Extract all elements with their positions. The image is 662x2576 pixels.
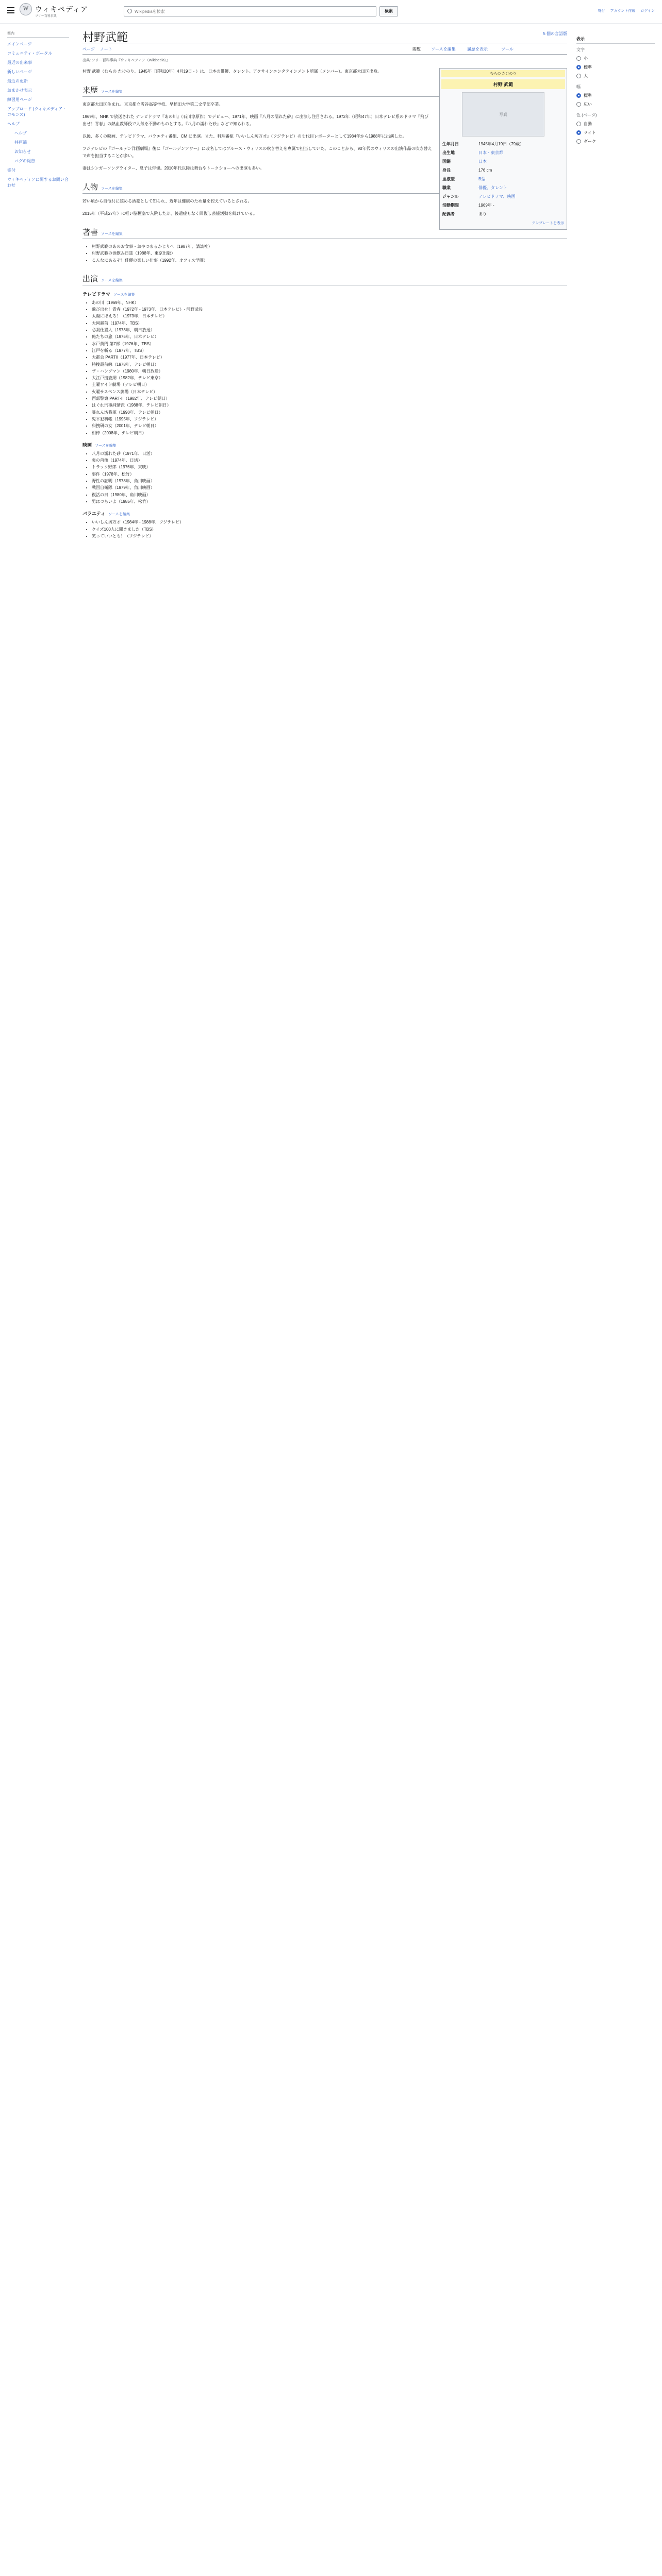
list-item: • 飛び出せ！青春（1972年 - 1973年、日本テレビ）- 河野武役 — [92, 306, 567, 313]
template-link[interactable]: テンプレートを表示 — [532, 222, 564, 225]
edit-link[interactable]: ソースを編集 — [101, 232, 123, 236]
subheading-variety: バラエティ ソースを編集 — [82, 511, 130, 517]
list-item: • 笑っていいとも！（フジテレビ） — [92, 533, 567, 539]
paragraph: 2015年（平成27年）に軽い脳梗塞で入院したが、後遺症もなく回復し芸能活動を続けている。 — [82, 211, 257, 216]
list-item: • 八月の濡れた砂（1971年、日活） — [92, 450, 567, 457]
search-box[interactable] — [124, 6, 376, 16]
radio-selected-icon[interactable] — [576, 93, 581, 98]
radio-icon[interactable] — [576, 122, 581, 126]
section-heading-books: 著書 ソースを編集 — [82, 227, 567, 239]
tab-edit-source[interactable]: ソースを編集 — [431, 47, 456, 52]
edit-link[interactable]: ソースを編集 — [113, 293, 135, 297]
tagline: フリー百科事典 — [35, 15, 57, 18]
left-sidebar — [7, 31, 69, 192]
color-label: 色 (ベータ) — [576, 113, 597, 117]
list-item: • 大江戸捜査網（1982年、テレビ東京） — [92, 375, 567, 381]
text-option-standard[interactable]: 標準 — [576, 64, 655, 70]
infobox-name: 村野 武範 — [441, 79, 565, 89]
infobox — [439, 68, 567, 230]
infobox-row: 配偶者 あり — [442, 212, 487, 216]
variety-list — [92, 519, 567, 539]
page-title: 村野武範 — [82, 26, 567, 43]
list-item: • ザ・ハングマン（1980年、朝日放送） — [92, 368, 567, 375]
donate-link[interactable]: 寄付 — [598, 9, 605, 13]
books-list — [92, 243, 567, 264]
width-option-wide[interactable]: 広い — [576, 101, 655, 107]
tv-list — [92, 299, 567, 436]
section-heading-works: 出演 ソースを編集 — [82, 273, 567, 285]
list-item: • 西部警察 PART-II（1982年、テレビ朝日） — [92, 395, 567, 402]
personal-tools — [594, 8, 655, 13]
list-item: • 大都会 PARTII（1977年、日本テレビ） — [92, 354, 567, 361]
list-item: • 科捜研の女（2001年、テレビ朝日） — [92, 422, 567, 429]
color-option-dark[interactable]: ダーク — [576, 139, 655, 144]
list-item: • こんなにあるぞ！俳優の楽しい仕事（1992年、オフィス学園） — [92, 257, 567, 264]
sidebar-item-recent-changes[interactable]: 最近の更新 — [7, 79, 28, 83]
sidebar-item-donate[interactable]: 寄付 — [7, 168, 15, 173]
sidebar-item-help-sub[interactable]: ヘルプ — [14, 131, 27, 135]
infobox-row: 出生地 日本・東京都 — [442, 150, 503, 155]
sidebar-item-bug-report[interactable]: バグの報告 — [14, 159, 35, 163]
list-item: • 事件（1978年、松竹） — [92, 471, 567, 478]
radio-icon[interactable] — [576, 74, 581, 78]
infobox-row: 国籍 日本 — [442, 159, 487, 164]
list-item: • 炎の肖像（1974年、日活） — [92, 457, 567, 464]
sidebar-item-upload[interactable]: アップロード (ウィキメディア・コモンズ) — [7, 107, 67, 117]
list-item: • 土曜ワイド劇場（テレビ朝日） — [92, 381, 567, 388]
subheading-tv: テレビドラマ ソースを編集 — [82, 291, 135, 297]
list-item: • 野性の証明（1978年、角川映画） — [92, 478, 567, 484]
text-size-label: 文字 — [576, 47, 585, 52]
list-item: • 男はつらいよ（1985年、松竹） — [92, 498, 567, 505]
list-item: • 俺たちの旅（1975年、日本テレビ） — [92, 333, 567, 340]
tab-read[interactable]: 閲覧 — [412, 47, 421, 52]
list-item: • いいしん坊万才（1984年 - 1988年、フジテレビ） — [92, 519, 567, 526]
radio-icon[interactable] — [576, 102, 581, 107]
paragraph: 以後、多くの映画、テレビドラマ、バラエティ番組、CM に出演。また、料理番組『いいしん坊万才』（フジテレビ）の七代目レポーターとして1984年から1988年に出演した。 — [82, 134, 407, 139]
tab-page[interactable]: ページ — [82, 47, 95, 52]
paragraph: 東京都大田区生まれ。東京都立雪谷高等学校、早稲田大学第二文学部卒業。 — [82, 102, 223, 107]
color-option-auto[interactable]: 自動 — [576, 121, 655, 127]
paragraph: 妻はシンガーソングライター、息子は俳優。2010年代以降は舞台やトークショーへの出演も多い。 — [82, 166, 264, 171]
lead-paragraph: 村野 武範（むらの たけのり、1945年［昭和20年］4月19日 - ）は、日本の俳優、タレント。アクサインエンタテインメント所属（メンバー）。東京都大田区出身。 — [82, 69, 382, 74]
search-button[interactable]: 検索 — [379, 6, 398, 16]
list-item: • 太陽にほえろ！（1973年、日本テレビ） — [92, 313, 567, 319]
radio-icon[interactable] — [576, 56, 581, 61]
tab-talk[interactable]: ノート — [100, 47, 112, 52]
list-item: • 暴れん坊将軍（1990年、テレビ朝日） — [92, 409, 567, 416]
sidebar-item-community[interactable]: コミュニティ・ポータル — [7, 51, 53, 56]
list-item: • 村野武範のあのお食事・おやつまるかじりへ（1987年、講談社） — [92, 243, 567, 250]
list-item: • クイズ100人に聞きました（TBS） — [92, 526, 567, 533]
paragraph: 1969年、NHK で放送された テレビドラマ『あの川』（石川淳原作）でデビュー、1971年、映画『八月の濡れた砂』に出演し注目される。1972年（昭和47年）日本テレビ系のドラマ『飛び出せ！青春』の熱血教師役で人気を不動のものとする。『八月の濡れた砂』などで知られる。 — [82, 114, 428, 126]
color-option-light[interactable]: ライト — [576, 130, 655, 135]
infobox-row: 身長 176 cm — [442, 168, 492, 173]
width-label: 幅 — [576, 84, 581, 89]
sidebar-heading: 案内 — [7, 31, 69, 38]
tab-history[interactable]: 履歴を表示 — [467, 47, 488, 52]
appearance-title: 表示 — [576, 36, 655, 44]
sidebar-item-help[interactable]: ヘルプ — [7, 122, 20, 126]
search-input[interactable] — [135, 8, 372, 15]
edit-link[interactable]: ソースを編集 — [101, 90, 123, 94]
list-item: • はぐれ刑事純情派（1988年、テレビ朝日） — [92, 402, 567, 409]
text-option-small[interactable]: 小 — [576, 56, 655, 61]
tab-tools[interactable]: ツール — [501, 47, 514, 52]
radio-icon[interactable] — [576, 139, 581, 144]
radio-selected-icon[interactable] — [576, 65, 581, 70]
list-item: • 復活の日（1980年、角川映画） — [92, 492, 567, 498]
menu-icon[interactable] — [7, 7, 14, 13]
list-item: • トラック野郎（1976年、東映） — [92, 464, 567, 470]
list-item: • 水戸黄門 第7部（1976年、TBS） — [92, 341, 567, 347]
list-item: • 特捜最前線（1978年、テレビ朝日） — [92, 361, 567, 368]
list-item: • 江戸を斬る（1977年、TBS） — [92, 347, 567, 354]
from-line: 出典: フリー百科事典『ウィキペディア（Wikipedia）』 — [82, 59, 170, 62]
page-tabs — [82, 43, 567, 55]
list-item: • 村野武範の酒飲み日誌（1988年、東京出版） — [92, 250, 567, 257]
infobox-row: 活動期間 1969年 - — [442, 203, 494, 208]
login-link[interactable]: ログイン — [640, 9, 655, 13]
infobox-row: ジャンル テレビドラマ、映画 — [442, 194, 516, 199]
section-heading-person: 人物 ソースを編集 — [82, 181, 567, 194]
create-account-link[interactable]: アカウント作成 — [610, 9, 636, 13]
sidebar-item-sandbox[interactable]: 練習用ページ — [7, 97, 32, 102]
width-option-standard[interactable]: 標準 — [576, 93, 655, 98]
sidebar-item-contact[interactable]: ウィキペディアに関するお問い合わせ — [7, 177, 69, 188]
paragraph: 若い頃から自他共に認める酒豪として知られ、近年は健康のため量を控えているとされる。 — [82, 199, 252, 204]
infobox-row: 生年月日 1945年4月19日（79歳） — [442, 142, 524, 146]
list-item: • あの川（1969年、NHK） — [92, 299, 567, 306]
infobox-row: 職業 俳優、タレント — [442, 185, 507, 190]
list-item: • 必殺仕置人（1973年、朝日放送） — [92, 327, 567, 333]
wikipedia-logo[interactable]: W — [20, 3, 32, 15]
list-item: • 戦国自衛隊（1979年、角川映画） — [92, 484, 567, 491]
sidebar-item-random[interactable]: おまかせ表示 — [7, 88, 32, 93]
radio-selected-icon[interactable] — [576, 130, 581, 135]
edit-link[interactable]: ソースを編集 — [101, 187, 123, 191]
edit-link[interactable]: ソースを編集 — [95, 444, 117, 448]
sidebar-item-main[interactable]: メインページ — [7, 42, 32, 46]
edit-link[interactable]: ソースを編集 — [108, 513, 130, 517]
sidebar-item-new-pages[interactable]: 新しいページ — [7, 70, 32, 74]
sidebar-item-current-events[interactable]: 最近の出来事 — [7, 60, 32, 65]
paragraph: フジテレビの『ゴールデン洋画劇場』後に『ゴールデンアワー』に改名してはブルース・ウィリスの吹き替えを専属で担当していた。このことから、90年代のウィリスの出演作品の吹き替えで声を担当することが多い。 — [82, 146, 432, 158]
text-option-large[interactable]: 大 — [576, 73, 655, 79]
sidebar-item-notices[interactable]: お知らせ — [14, 149, 31, 154]
list-item: • 大岡越前（1974年、TBS） — [92, 320, 567, 327]
section-heading-bio: 来歴 ソースを編集 — [82, 84, 567, 97]
list-item: • 鬼平犯科帳（1995年、フジテレビ） — [92, 416, 567, 422]
edit-link[interactable]: ソースを編集 — [101, 278, 123, 282]
infobox-row: 血液型 B型 — [442, 177, 486, 181]
language-button[interactable]: 5 個の言語版 — [543, 31, 567, 36]
subheading-movies: 映画 ソースを編集 — [82, 442, 117, 448]
infobox-kana: むらの たけのり — [441, 70, 565, 77]
list-item: • 相棒（2008年、テレビ朝日） — [92, 430, 567, 436]
search-icon — [127, 9, 132, 13]
content — [82, 26, 567, 2576]
wordmark[interactable]: ウィキペディア — [35, 6, 89, 14]
movies-list — [92, 450, 567, 505]
list-item: • 火曜サスペンス劇場（日本テレビ） — [92, 388, 567, 395]
appearance-panel — [576, 31, 655, 147]
header-bar — [0, 0, 662, 24]
sidebar-item-village-pump[interactable]: 井戸端 — [14, 140, 27, 145]
portrait-image[interactable]: 写真 — [462, 92, 544, 137]
